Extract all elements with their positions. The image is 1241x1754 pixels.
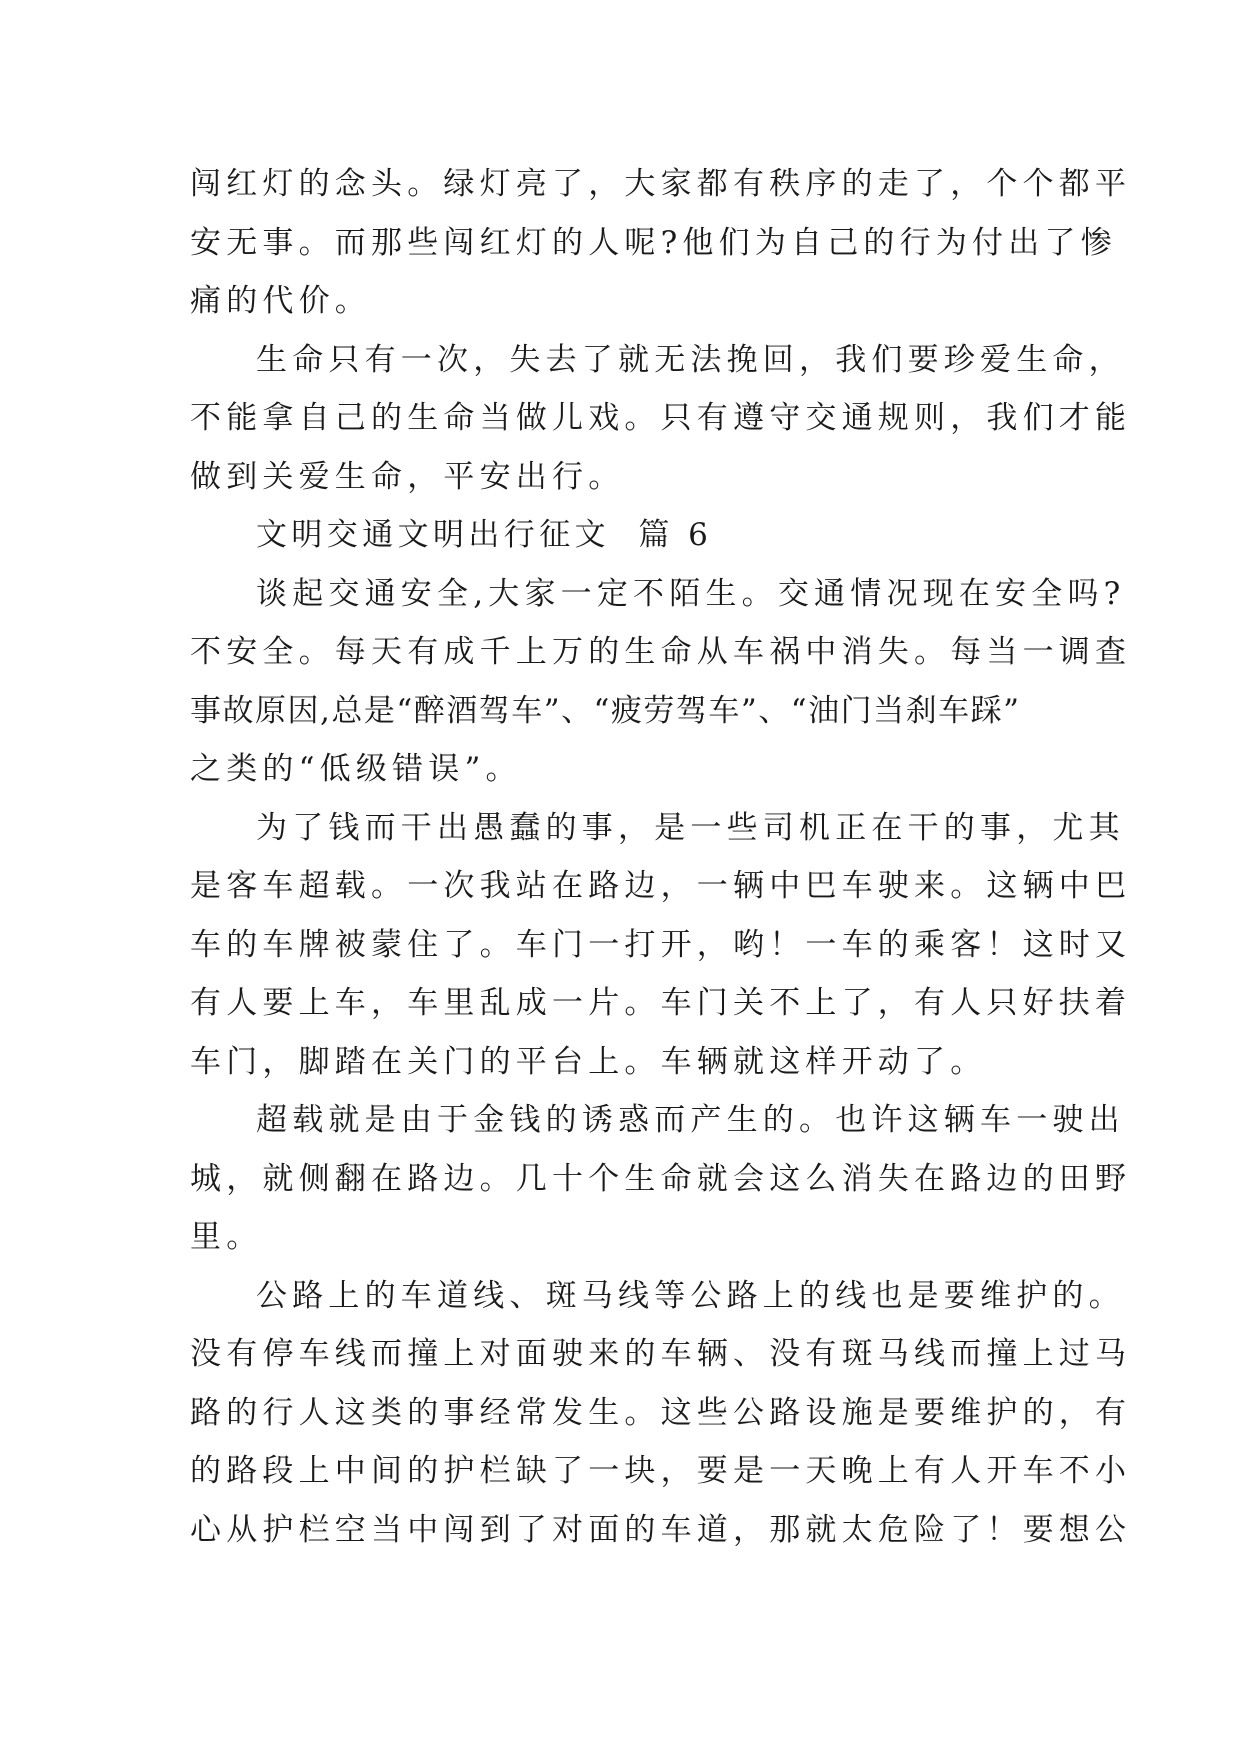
text-line: 为了钱而干出愚蠢的事，是一些司机正在干的事，尤其 xyxy=(256,809,1125,846)
text-line: 路的行人这类的事经常发生。这些公路设施是要维护的，有 xyxy=(190,1394,1132,1431)
text-line: 超载就是由于金钱的诱惑而产生的。也许这辆车一驶出 xyxy=(256,1102,1125,1138)
text-line: 的路段上中间的护栏缺了一块，要是一天晚上有人开车不小 xyxy=(190,1453,1132,1489)
text-line: 之类的“低级错误”。 xyxy=(190,751,522,787)
text-line: 不能拿自己的生命当做儿戏。只有遵守交通规则，我们才能 xyxy=(190,400,1132,436)
paragraph-continuation xyxy=(190,155,1132,331)
document-body xyxy=(190,155,1132,1559)
text-line: 不安全。每天有成千上万的生命从车祸中消失。每当一调查 xyxy=(190,634,1132,670)
text-line: 心从护栏空当中闯到了对面的车道，那就太危险了！要想公 xyxy=(190,1511,1132,1548)
paragraph xyxy=(190,1091,1132,1267)
text-line: 做到关爱生命，平安出行。 xyxy=(190,458,625,495)
paragraph xyxy=(190,565,1132,799)
text-line: 车门，脚踏在关门的平台上。车辆就这样开动了。 xyxy=(190,1043,987,1080)
text-line: 闯红灯的念头。绿灯亮了，大家都有秩序的走了，个个都平 xyxy=(190,166,1132,202)
text-line: 车的车牌被蒙住了。车门一打开，哟！一车的乘客！这时又 xyxy=(190,926,1132,963)
text-line: 生命只有一次，失去了就无法挽回，我们要珍爱生命， xyxy=(256,341,1125,378)
text-line: 是客车超载。一次我站在路边，一辆中巴车驶来。这辆中巴 xyxy=(190,868,1132,904)
text-line: 痛的代价。 xyxy=(190,283,371,319)
text-line: 安无事。而那些闯红灯的人呢?他们为自己的行为付出了惨 xyxy=(190,224,1117,261)
section-heading xyxy=(190,506,1070,565)
text-line: 事故原因,总是“醉酒驾车”、“疲劳驾车”、“油门当刹车踩” xyxy=(190,692,1021,729)
heading-text: 文明交通文明出行征文 篇 6 xyxy=(256,517,713,553)
paragraph xyxy=(190,331,1132,507)
paragraph xyxy=(190,799,1132,1092)
text-line: 城，就侧翻在路边。几十个生命就会这么消失在路边的田野 xyxy=(190,1160,1132,1197)
text-line: 有人要上车，车里乱成一片。车门关不上了，有人只好扶着 xyxy=(190,985,1132,1021)
text-line: 谈起交通安全,大家一定不陌生。交通情况现在安全吗? xyxy=(256,575,1126,612)
text-line: 公路上的车道线、斑马线等公路上的线也是要维护的。 xyxy=(256,1277,1125,1314)
text-line: 没有停车线而撞上对面驶来的车辆、没有斑马线而撞上过马 xyxy=(190,1336,1132,1372)
paragraph xyxy=(190,1267,1132,1560)
text-line: 里。 xyxy=(190,1219,263,1255)
